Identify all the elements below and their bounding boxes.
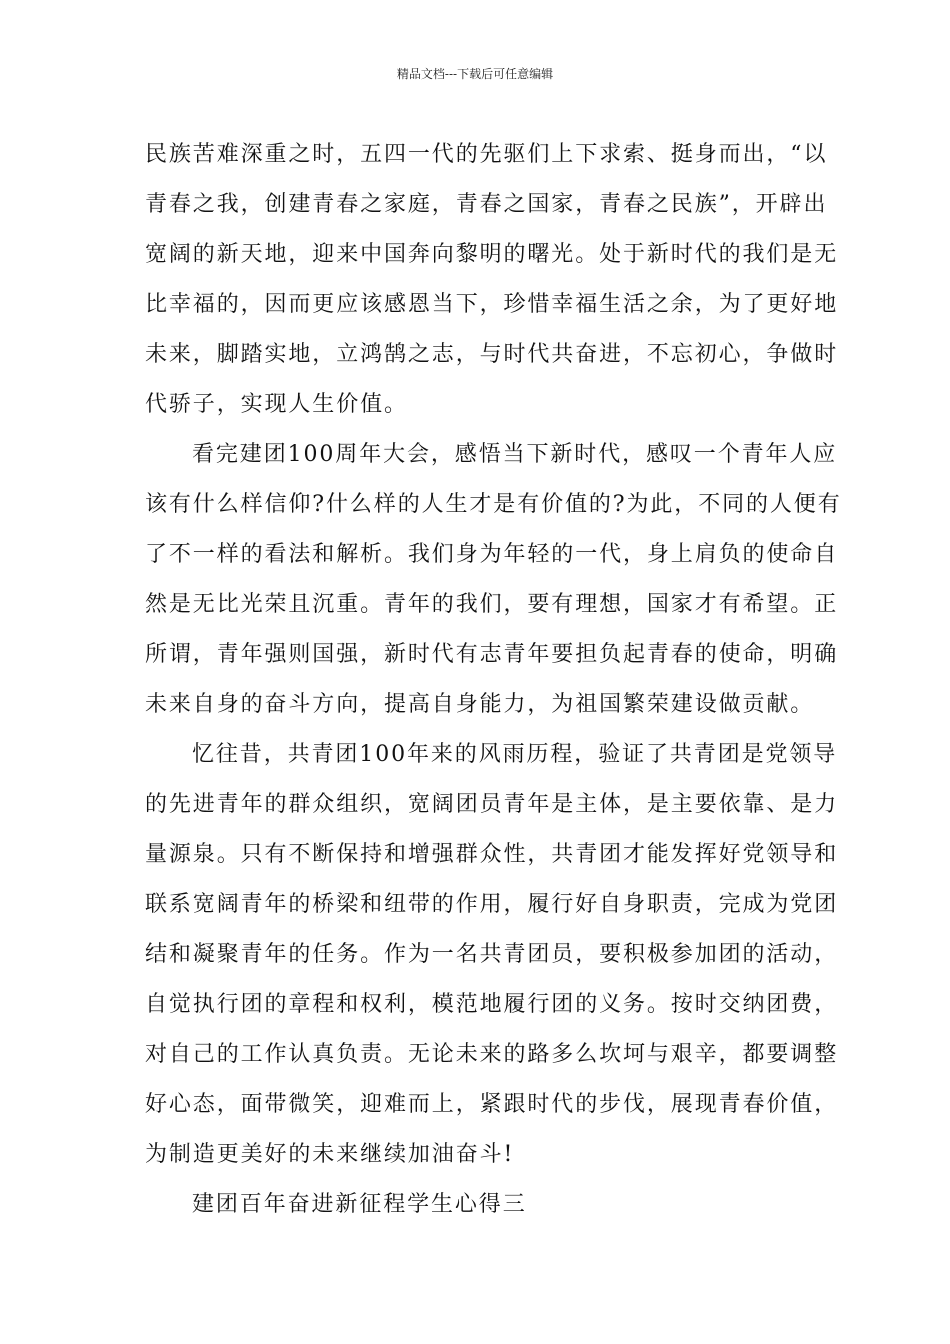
paragraph-1-line-3: 宽阔的新天地，迎来中国奔向黎明的曙光。处于新时代的我们是无	[145, 242, 839, 267]
paragraph-1-line-6: 代骄子，实现人生价值。	[145, 392, 408, 417]
paragraph-3-line-5: 结和凝聚青年的任务。作为一名共青团员，要积极参加团的活动，	[145, 942, 839, 967]
paragraph-3	[145, 730, 839, 1180]
paragraph-1-line-1: 民族苦难深重之时，五四一代的先驱们上下求索、挺身而出，“以	[145, 142, 828, 167]
paragraph-3-line-2: 的先进青年的群众组织，宽阔团员青年是主体，是主要依靠、是力	[145, 792, 839, 817]
page-header: 精品文档---下载后可任意编辑	[396, 67, 554, 81]
document-body	[145, 130, 842, 1230]
paragraph-3-line-8: 好心态，面带微笑，迎难而上，紧跟时代的步伐，展现青春价值，	[145, 1092, 839, 1117]
paragraph-2-line-2: 该有什么样信仰?什么样的人生才是有价值的?为此，不同的人便有	[145, 492, 842, 517]
paragraph-2-line-3: 了不一样的看法和解析。我们身为年轻的一代，身上肩负的使命自	[145, 542, 839, 567]
section-heading: 建团百年奋进新征程学生心得三	[192, 1192, 527, 1217]
paragraph-3-line-3: 量源泉。只有不断保持和增强群众性，共青团才能发挥好党领导和	[145, 842, 839, 867]
paragraph-3-line-9: 为制造更美好的未来继续加油奋斗!	[145, 1142, 515, 1167]
paragraph-1-line-2: 青春之我，创建青春之家庭，青春之国家，青春之民族”，开辟出	[145, 192, 828, 217]
paragraph-3-line-1: 忆往昔，共青团100年来的风雨历程，验证了共青团是党领导	[192, 742, 838, 767]
paragraph-2	[145, 430, 842, 730]
paragraph-2-line-6: 未来自身的奋斗方向，提高自身能力，为祖国繁荣建设做贡献。	[145, 692, 815, 717]
paragraph-2-line-1: 看完建团100周年大会，感悟当下新时代，感叹一个青年人应	[192, 442, 838, 467]
paragraph-2-line-4: 然是无比光荣且沉重。青年的我们，要有理想，国家才有希望。正	[145, 592, 839, 617]
paragraph-2-line-5: 所谓，青年强则国强，新时代有志青年要担负起青春的使命，明确	[145, 642, 839, 667]
paragraph-3-line-7: 对自己的工作认真负责。无论未来的路多么坎坷与艰辛，都要调整	[145, 1042, 839, 1067]
paragraph-1	[145, 130, 839, 430]
paragraph-1-line-4: 比幸福的，因而更应该感恩当下，珍惜幸福生活之余，为了更好地	[145, 292, 839, 317]
paragraph-3-line-4: 联系宽阔青年的桥梁和纽带的作用，履行好自身职责，完成为党团	[145, 892, 839, 917]
paragraph-3-line-6: 自觉执行团的章程和权利，模范地履行团的义务。按时交纳团费，	[145, 992, 839, 1017]
paragraph-1-line-5: 未来，脚踏实地，立鸿鹄之志，与时代共奋进，不忘初心，争做时	[145, 342, 839, 367]
